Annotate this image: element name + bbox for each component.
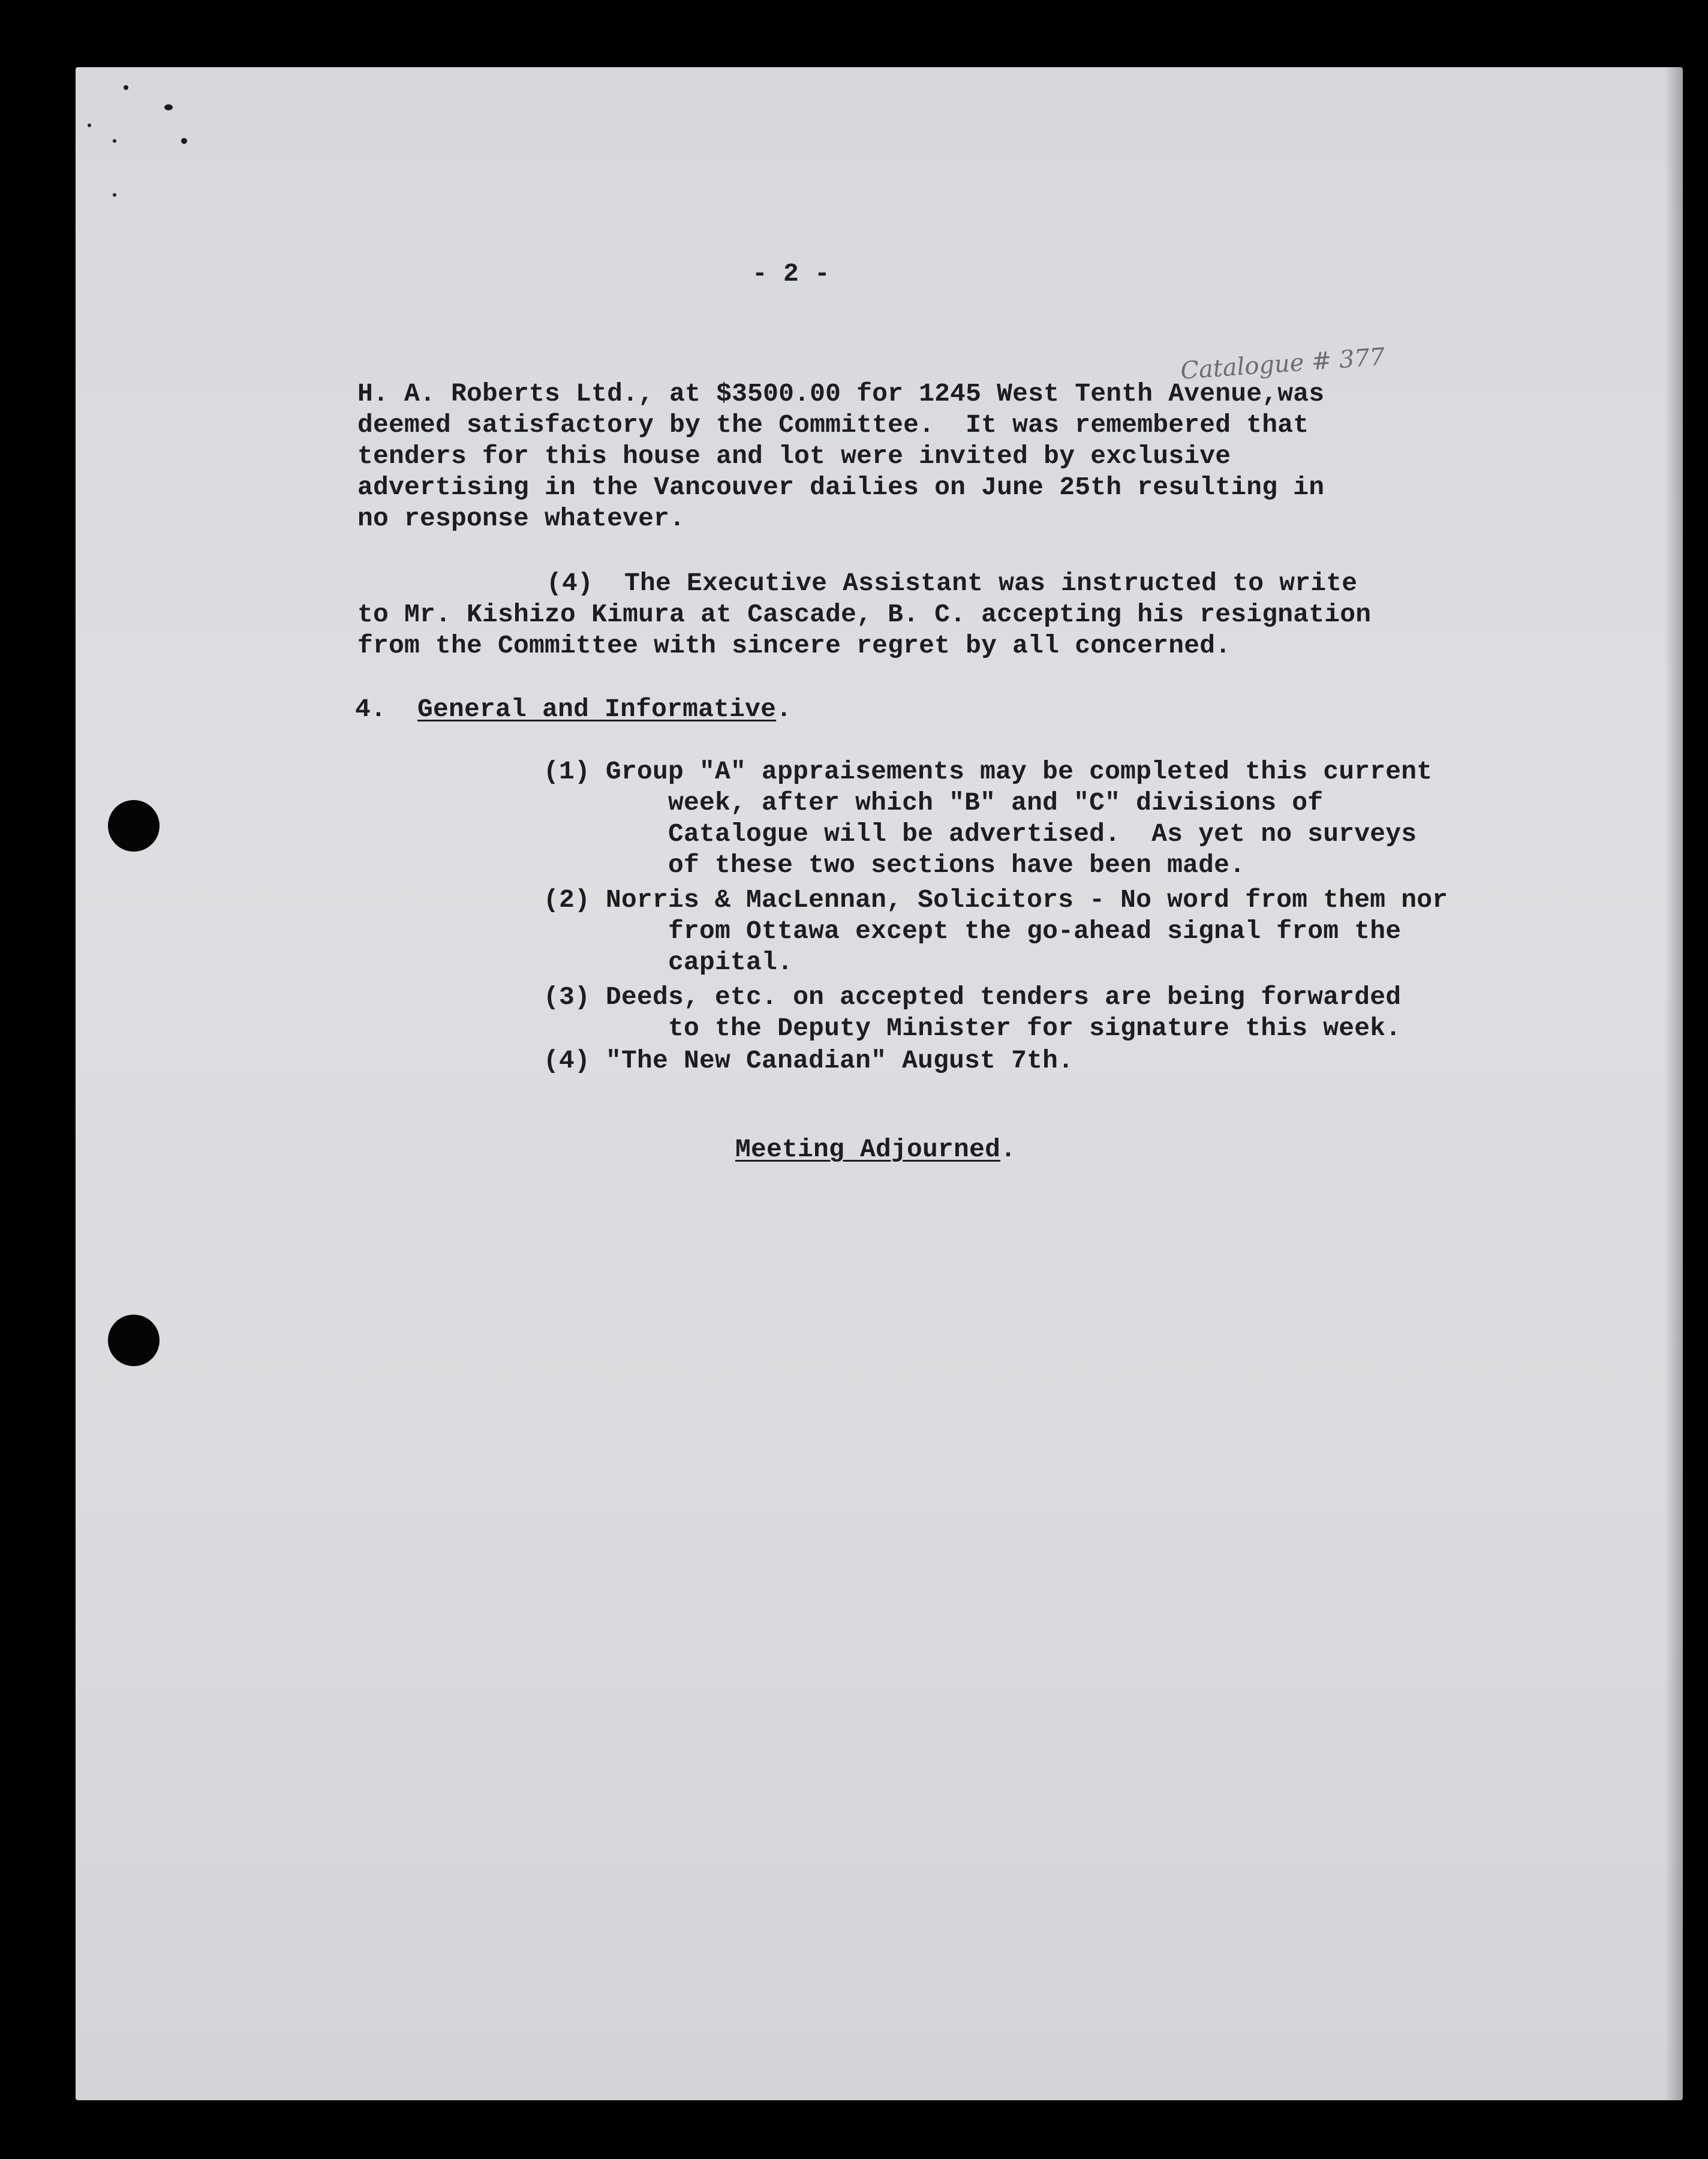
speck: [164, 104, 173, 110]
list-item-line: of these two sections have been made.: [543, 850, 1246, 880]
closing-text: Meeting Adjourned: [735, 1135, 1001, 1164]
paragraph-2-line: from the Committee with sincere regret by all concerned.: [357, 631, 1231, 660]
closing-period: .: [1000, 1135, 1017, 1164]
paragraph-2-line: to Mr. Kishizo Kimura at Cascade, B. C. accepting his resignation: [357, 600, 1372, 629]
speck: [181, 138, 187, 144]
catalogue-annotation: Catalogue # 377: [1179, 343, 1386, 385]
paper-sheet: [76, 67, 1683, 2100]
paragraph-1-line: deemed satisfactory by the Committee. It was remembered that: [357, 410, 1309, 440]
section-heading-text: General and Informative: [417, 694, 777, 724]
paragraph-1-line: H. A. Roberts Ltd., at $3500.00 for 1245 West Tenth Avenue,was: [357, 379, 1325, 408]
speck: [88, 124, 91, 127]
section-4-heading: [355, 694, 792, 724]
meeting-adjourned: [735, 1135, 1016, 1165]
list-item-line: (2) Norris & MacLennan, Solicitors - No word from them nor: [543, 885, 1448, 915]
punch-hole-bottom: [108, 1315, 160, 1366]
list-item-line: to the Deputy Minister for signature this week.: [543, 1014, 1402, 1043]
punch-hole-top: [108, 800, 160, 852]
paragraph-2-line: (4) The Executive Assistant was instructed to write: [546, 569, 1358, 598]
speck: [124, 85, 128, 90]
list-item-line: (3) Deeds, etc. on accepted tenders are being forwarded: [543, 982, 1402, 1012]
paper-edge-shadow: [1665, 67, 1683, 2100]
list-item-line: Catalogue will be advertised. As yet no surveys: [543, 819, 1417, 849]
paragraph-1-line: tenders for this house and lot were invited by exclusive: [357, 441, 1231, 471]
list-item-line: week, after which "B" and "C" divisions of: [543, 788, 1324, 817]
speck: [113, 139, 116, 143]
list-item-line: capital.: [543, 948, 793, 977]
page-number: - 2 -: [752, 259, 831, 288]
list-item-line: (1) Group "A" appraisements may be completed this current: [543, 757, 1433, 786]
speck: [113, 193, 116, 197]
section-heading-period: .: [776, 694, 792, 724]
section-number: 4.: [355, 694, 387, 724]
list-item-line: from Ottawa except the go-ahead signal from the: [543, 916, 1402, 946]
paragraph-1-line: no response whatever.: [357, 504, 685, 533]
paragraph-1-line: advertising in the Vancouver dailies on June 25th resulting in: [357, 473, 1325, 502]
list-item-line: (4) "The New Canadian" August 7th.: [543, 1046, 1074, 1075]
